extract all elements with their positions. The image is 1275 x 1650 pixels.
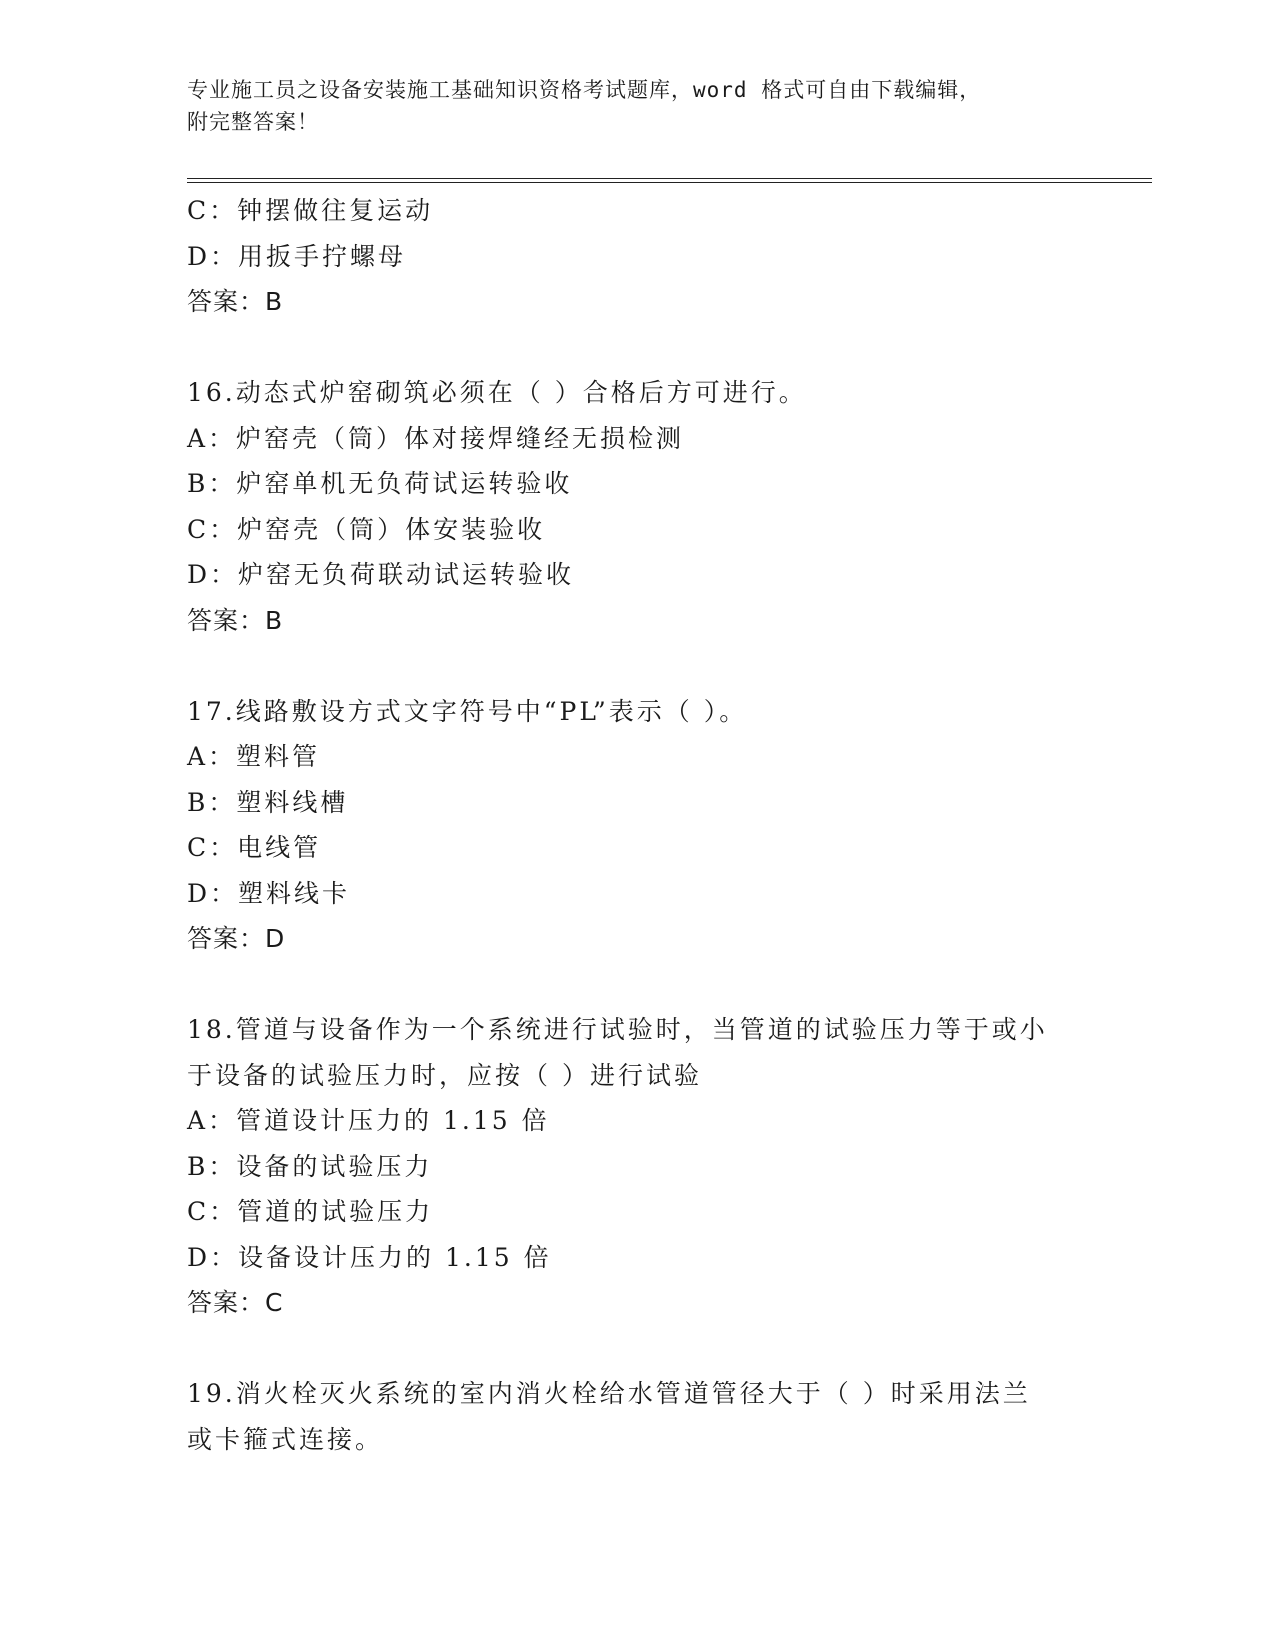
spacer [187,325,1087,371]
option-c: C：钟摆做往复运动 [187,196,434,225]
option-d: D：塑料线卡 [187,878,351,908]
answer: 答案：B [187,287,284,316]
question-text: 16.动态式炉窑砌筑必须在（ ）合格后方可进行。 [187,378,807,407]
question-17 [187,689,1087,962]
header-line-1: 专业施工员之设备安装施工基础知识资格考试题库，word 格式可自由下载编辑， [187,78,982,102]
question-18 [187,1007,1087,1326]
question-text-line-2: 或卡箍式连接。 [187,1424,384,1454]
option-a: A：管道设计压力的 1.15 倍 [187,1106,550,1135]
spacer [187,1326,1087,1372]
header-divider-bottom [187,182,1152,183]
option-c: C：炉窑壳（筒）体安装验收 [187,514,546,544]
question-text-line-1: 19.消火栓灭火系统的室内消火栓给水管道管径大于（ ）时采用法兰 [187,1379,1031,1408]
option-d: D：设备设计压力的 1.15 倍 [187,1242,552,1272]
question-list [187,188,1087,1462]
header-divider-top [187,178,1152,179]
question-text-line-1: 18.管道与设备作为一个系统进行试验时，当管道的试验压力等于或小 [187,1015,1048,1044]
option-c: C：管道的试验压力 [187,1197,434,1226]
option-a: A：炉窑壳（筒）体对接焊缝经无损检测 [187,423,685,453]
answer: 答案：B [187,605,284,635]
spacer [187,643,1087,689]
option-b: B：炉窑单机无负荷试运转验收 [187,469,573,498]
spacer [187,962,1087,1008]
question-text-line-2: 于设备的试验压力时，应按（ ）进行试验 [187,1060,702,1090]
header-line-2: 附完整答案！ [187,110,319,134]
answer: 答案：D [187,924,286,953]
option-d: D：用扳手拧螺母 [187,241,407,271]
option-b: B：塑料线槽 [187,787,349,817]
option-b: B：设备的试验压力 [187,1151,433,1181]
document-header [187,74,1087,138]
option-d: D：炉窑无负荷联动试运转验收 [187,560,575,589]
question-text: 17.线路敷设方式文字符号中“PL”表示（ ）。 [187,696,748,726]
question-16 [187,370,1087,643]
option-c: C：电线管 [187,833,322,862]
question-15-tail [187,188,1087,325]
option-a: A：塑料管 [187,742,321,771]
question-19 [187,1371,1087,1462]
answer: 答案：C [187,1288,284,1317]
